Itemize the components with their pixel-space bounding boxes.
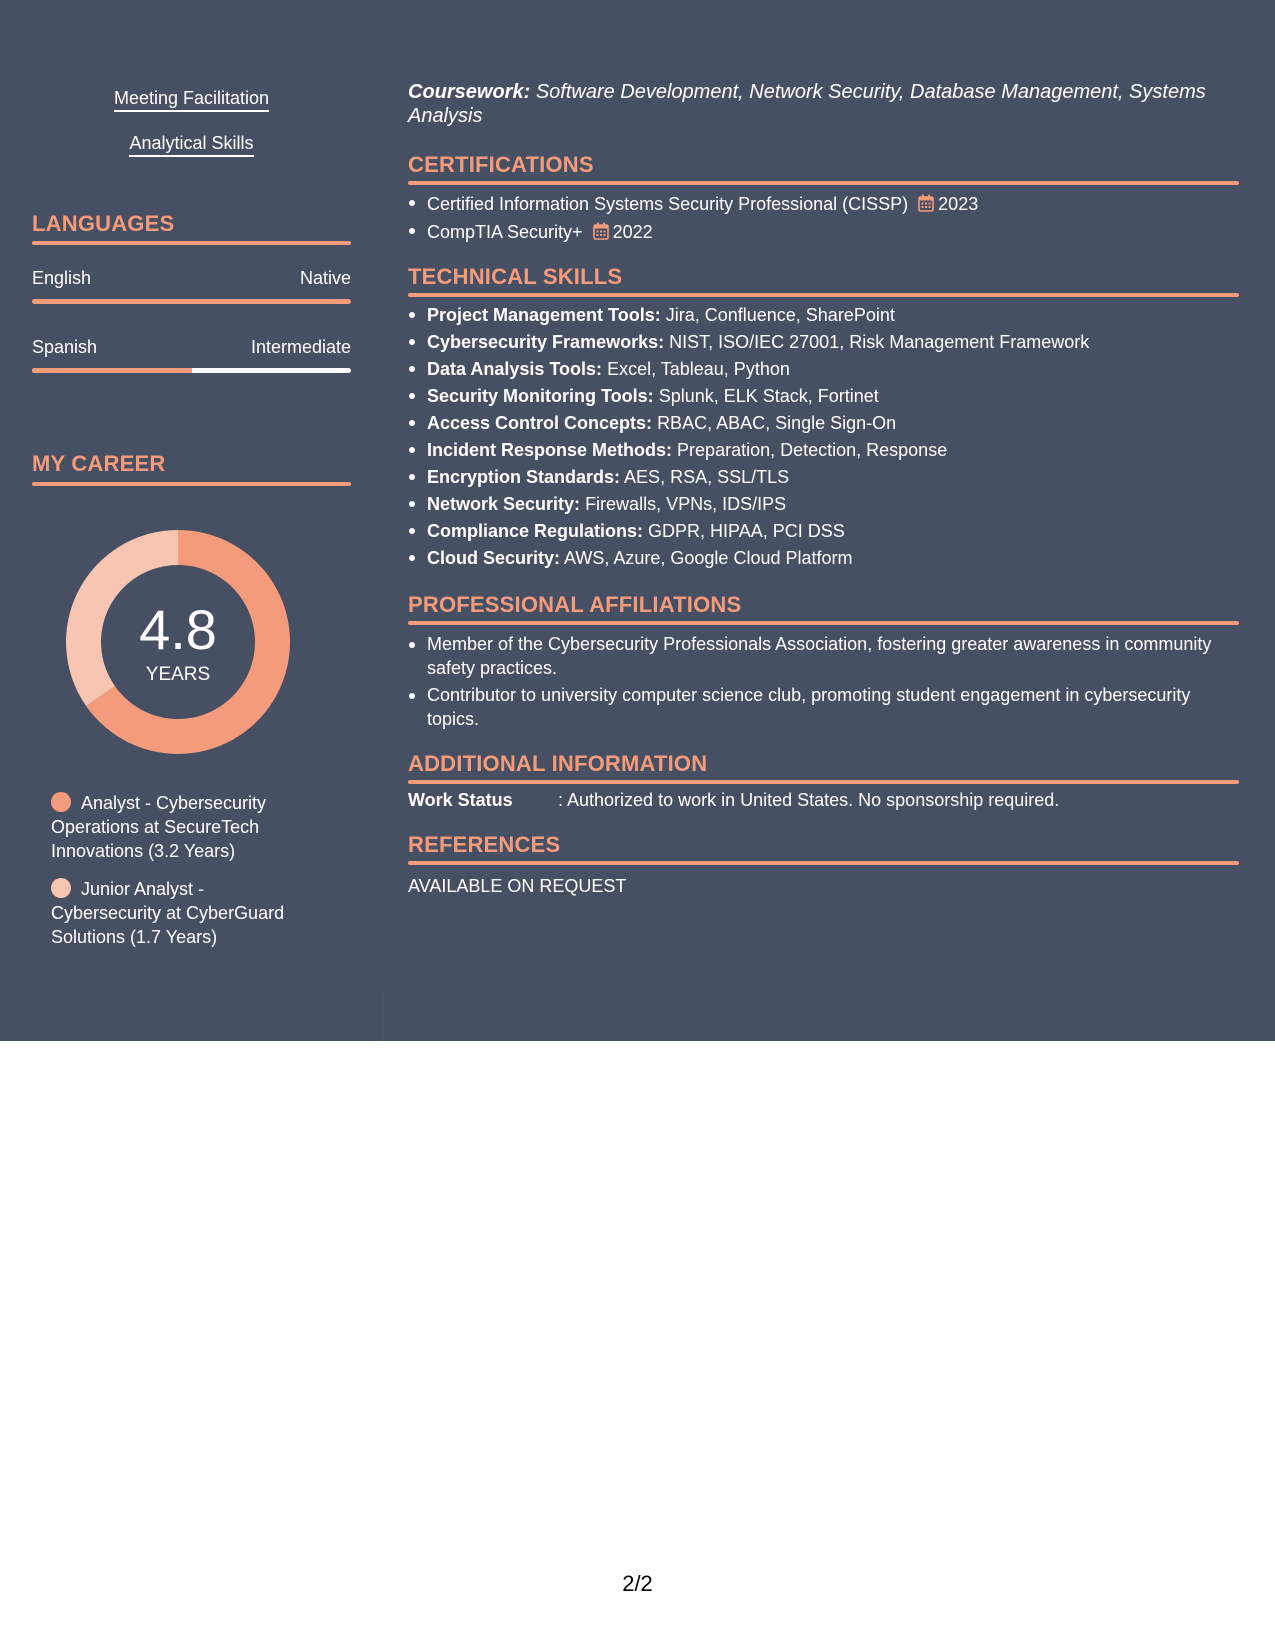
certification-name: CompTIA Security+ [427,222,583,242]
legend-dot [51,878,71,898]
page-number: 2/2 [622,1571,653,1596]
legend-dot [51,792,71,812]
section-divider [408,293,1239,297]
skill-item[interactable] [32,133,351,154]
skill-values: Splunk, ELK Stack, Fortinet [658,386,879,406]
affiliations-title: PROFESSIONAL AFFILIATIONS [408,592,742,617]
skill-values: Jira, Confluence, SharePoint [665,305,895,325]
skill-category: Cybersecurity Frameworks: [427,332,665,352]
certification-year: 2023 [938,194,979,214]
certification-item [408,218,1239,246]
language-name: English [32,268,92,288]
skill-category: Encryption Standards: [427,467,621,487]
skill-row [408,356,1239,383]
skill-category: Project Management Tools: [427,305,661,325]
skill-values: Firewalls, VPNs, IDS/IPS [585,494,787,514]
coursework [408,80,1239,128]
work-status-label: Work Status [408,790,513,810]
certification-item [408,190,1239,218]
career-donut-chart [66,530,290,754]
skill-values: Excel, Tableau, Python [607,359,790,379]
affiliation-item: Contributor to university computer science club, promoting student engagement in cybersecurity topics. [408,683,1239,731]
section-divider [408,621,1239,625]
affiliation-item: Member of the Cybersecurity Professionals Association, fostering greater awareness in community safety practices. [408,632,1239,680]
skill-values: AES, RSA, SSL/TLS [624,467,790,487]
technical-skills-title: TECHNICAL SKILLS [408,264,623,289]
skill-values: RBAC, ABAC, Single Sign-On [657,413,897,433]
section-divider [408,780,1239,784]
skill-row [408,329,1239,356]
skill-values: Preparation, Detection, Response [677,440,948,460]
references-text: AVAILABLE ON REQUEST [408,876,627,896]
career-years-unit: YEARS [145,664,211,685]
section-divider [32,482,351,486]
skill-label: Analytical Skills [129,133,253,157]
language-proficiency-fill [32,368,192,373]
calendar-icon [593,222,609,240]
certifications-title: CERTIFICATIONS [408,152,594,177]
certification-name: Certified Information Systems Security Professional (CISSP) [427,194,909,214]
career-title: MY CAREER [32,451,166,476]
skill-row [408,545,1239,572]
skill-row [408,410,1239,437]
section-divider [32,241,351,245]
skill-row [408,518,1239,545]
skill-values: AWS, Azure, Google Cloud Platform [564,548,853,568]
work-status-value: : Authorized to work in United States. No sponsorship required. [558,790,1060,810]
coursework-label: Coursework: [408,81,531,103]
skill-row [408,491,1239,518]
affiliations-list [408,632,1239,734]
certifications-list [408,190,1239,246]
calendar-icon [918,194,934,212]
language-proficiency-bar [32,299,351,304]
skill-row [408,302,1239,329]
career-legend-item [51,791,311,863]
references-title: REFERENCES [408,832,561,857]
certification-year: 2022 [612,222,653,242]
skill-label: Meeting Facilitation [114,88,269,112]
coursework-text: Software Development, Network Security, Database Management, Systems Analysis [408,81,1206,127]
section-divider [408,181,1239,185]
career-label: Analyst - Cybersecurity Operations at SecureTech Innovations (3.2 Years) [51,793,267,861]
language-name: Spanish [32,337,98,357]
language-level: Intermediate [250,337,351,357]
skill-row [408,383,1239,410]
language-level: Native [299,268,351,288]
skill-values: GDPR, HIPAA, PCI DSS [648,521,845,541]
skill-category: Data Analysis Tools: [427,359,603,379]
additional-info-title: ADDITIONAL INFORMATION [408,751,708,776]
skill-category: Access Control Concepts: [427,413,653,433]
skill-category: Compliance Regulations: [427,521,644,541]
technical-skills-list [408,302,1239,572]
career-legend-item [51,877,311,949]
career-total-years: 4.8 [139,598,217,661]
skill-category: Incident Response Methods: [427,440,673,460]
skill-category: Network Security: [427,494,581,514]
column-divider [382,990,383,1041]
skill-row [408,437,1239,464]
skill-category: Cloud Security: [427,548,561,568]
skill-values: NIST, ISO/IEC 27001, Risk Management Framework [669,332,1090,352]
section-divider [408,861,1239,865]
skill-category: Security Monitoring Tools: [427,386,654,406]
language-proficiency-fill [32,299,351,304]
languages-title: LANGUAGES [32,211,175,236]
language-proficiency-bar [32,368,351,373]
skill-row [408,464,1239,491]
skill-item[interactable] [32,88,351,109]
career-label: Junior Analyst - Cybersecurity at CyberGuard Solutions (1.7 Years) [51,879,285,947]
